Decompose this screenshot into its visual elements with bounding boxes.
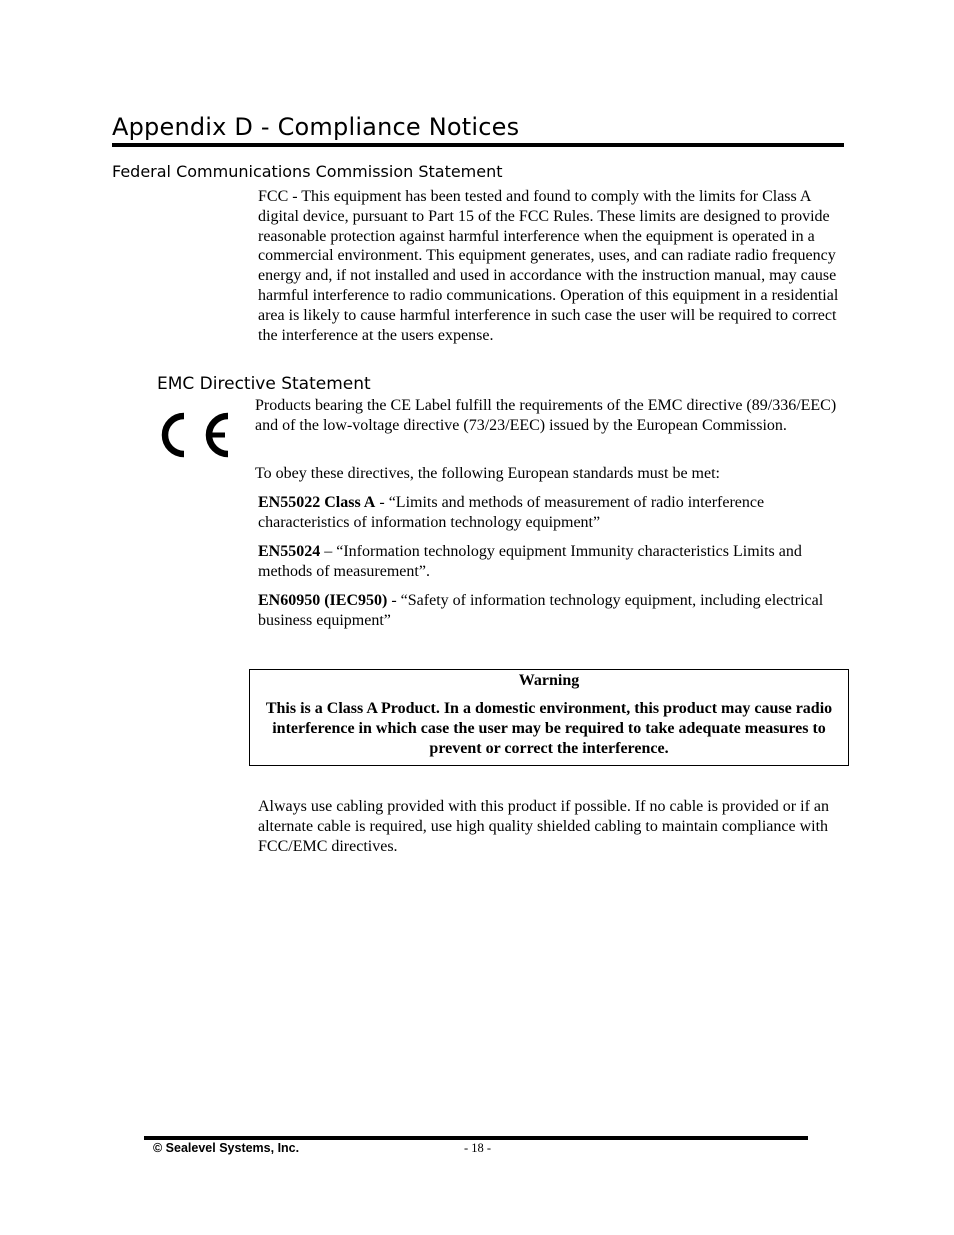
emc-intro-text: Products bearing the CE Label fulfill the requirements of the EMC directive (89/336/EEC) and of the low-voltage directive (73/23/EEC) issued by the European Commission. xyxy=(255,397,837,434)
cabling-note: Always use cabling provided with this product if possible. If no cable is provided or if an alternate cable is required, use high quality shielded cabling to maintain compliance with FCC/EMC directives. xyxy=(258,798,829,855)
standard-item xyxy=(258,542,848,582)
standard-description: - “Safety of information technology equipment, including electrical business equipment” xyxy=(258,592,824,629)
fcc-statement-text: FCC - This equipment has been tested and found to comply with the limits for Class A digital device, pursuant to Part 15 of the FCC Rules. These limits are designed to provide reasonable protection against harmful interference when the equipment is operated in a commercial environment. This equipment generates, uses, and can radiate radio frequency energy and, if not installed and used in accordance with the instruction manual, may cause harmful interference to radio communications. Operation of this equipment in a residential area is likely to cause harmful interference in such case the user will be required to correct the interference at the users expense. xyxy=(258,188,839,344)
footer-copyright: © Sealevel Systems, Inc. xyxy=(153,1141,300,1155)
page-number: - 18 - xyxy=(464,1141,492,1155)
standard-code: EN55022 Class A xyxy=(258,494,376,511)
standard-code: EN55024 xyxy=(258,543,321,560)
warning-title: Warning xyxy=(518,672,580,689)
fcc-section-heading: Federal Communications Commission Statement xyxy=(112,162,503,181)
warning-box xyxy=(249,669,849,766)
standard-item xyxy=(258,591,848,631)
warning-text: This is a Class A Product. In a domestic environment, this product may cause radio interference in which case the user may be required to take adequate measures to prevent or correct the interference. xyxy=(265,700,833,757)
emc-standards-intro: To obey these directives, the following European standards must be met: xyxy=(255,465,720,482)
title-divider xyxy=(112,143,844,147)
standard-description: - “Limits and methods of measurement of radio interference characteristics of information technology equipment” xyxy=(258,494,765,531)
standard-description: – “Information technology equipment Immunity characteristics Limits and methods of measurement”. xyxy=(258,543,802,580)
standard-code: EN60950 (IEC950) xyxy=(258,592,388,609)
ce-mark-icon xyxy=(154,410,234,460)
page-title: Appendix D - Compliance Notices xyxy=(112,113,520,141)
footer-divider xyxy=(144,1136,808,1140)
standard-item xyxy=(258,493,848,533)
emc-section-heading: EMC Directive Statement xyxy=(157,374,371,394)
